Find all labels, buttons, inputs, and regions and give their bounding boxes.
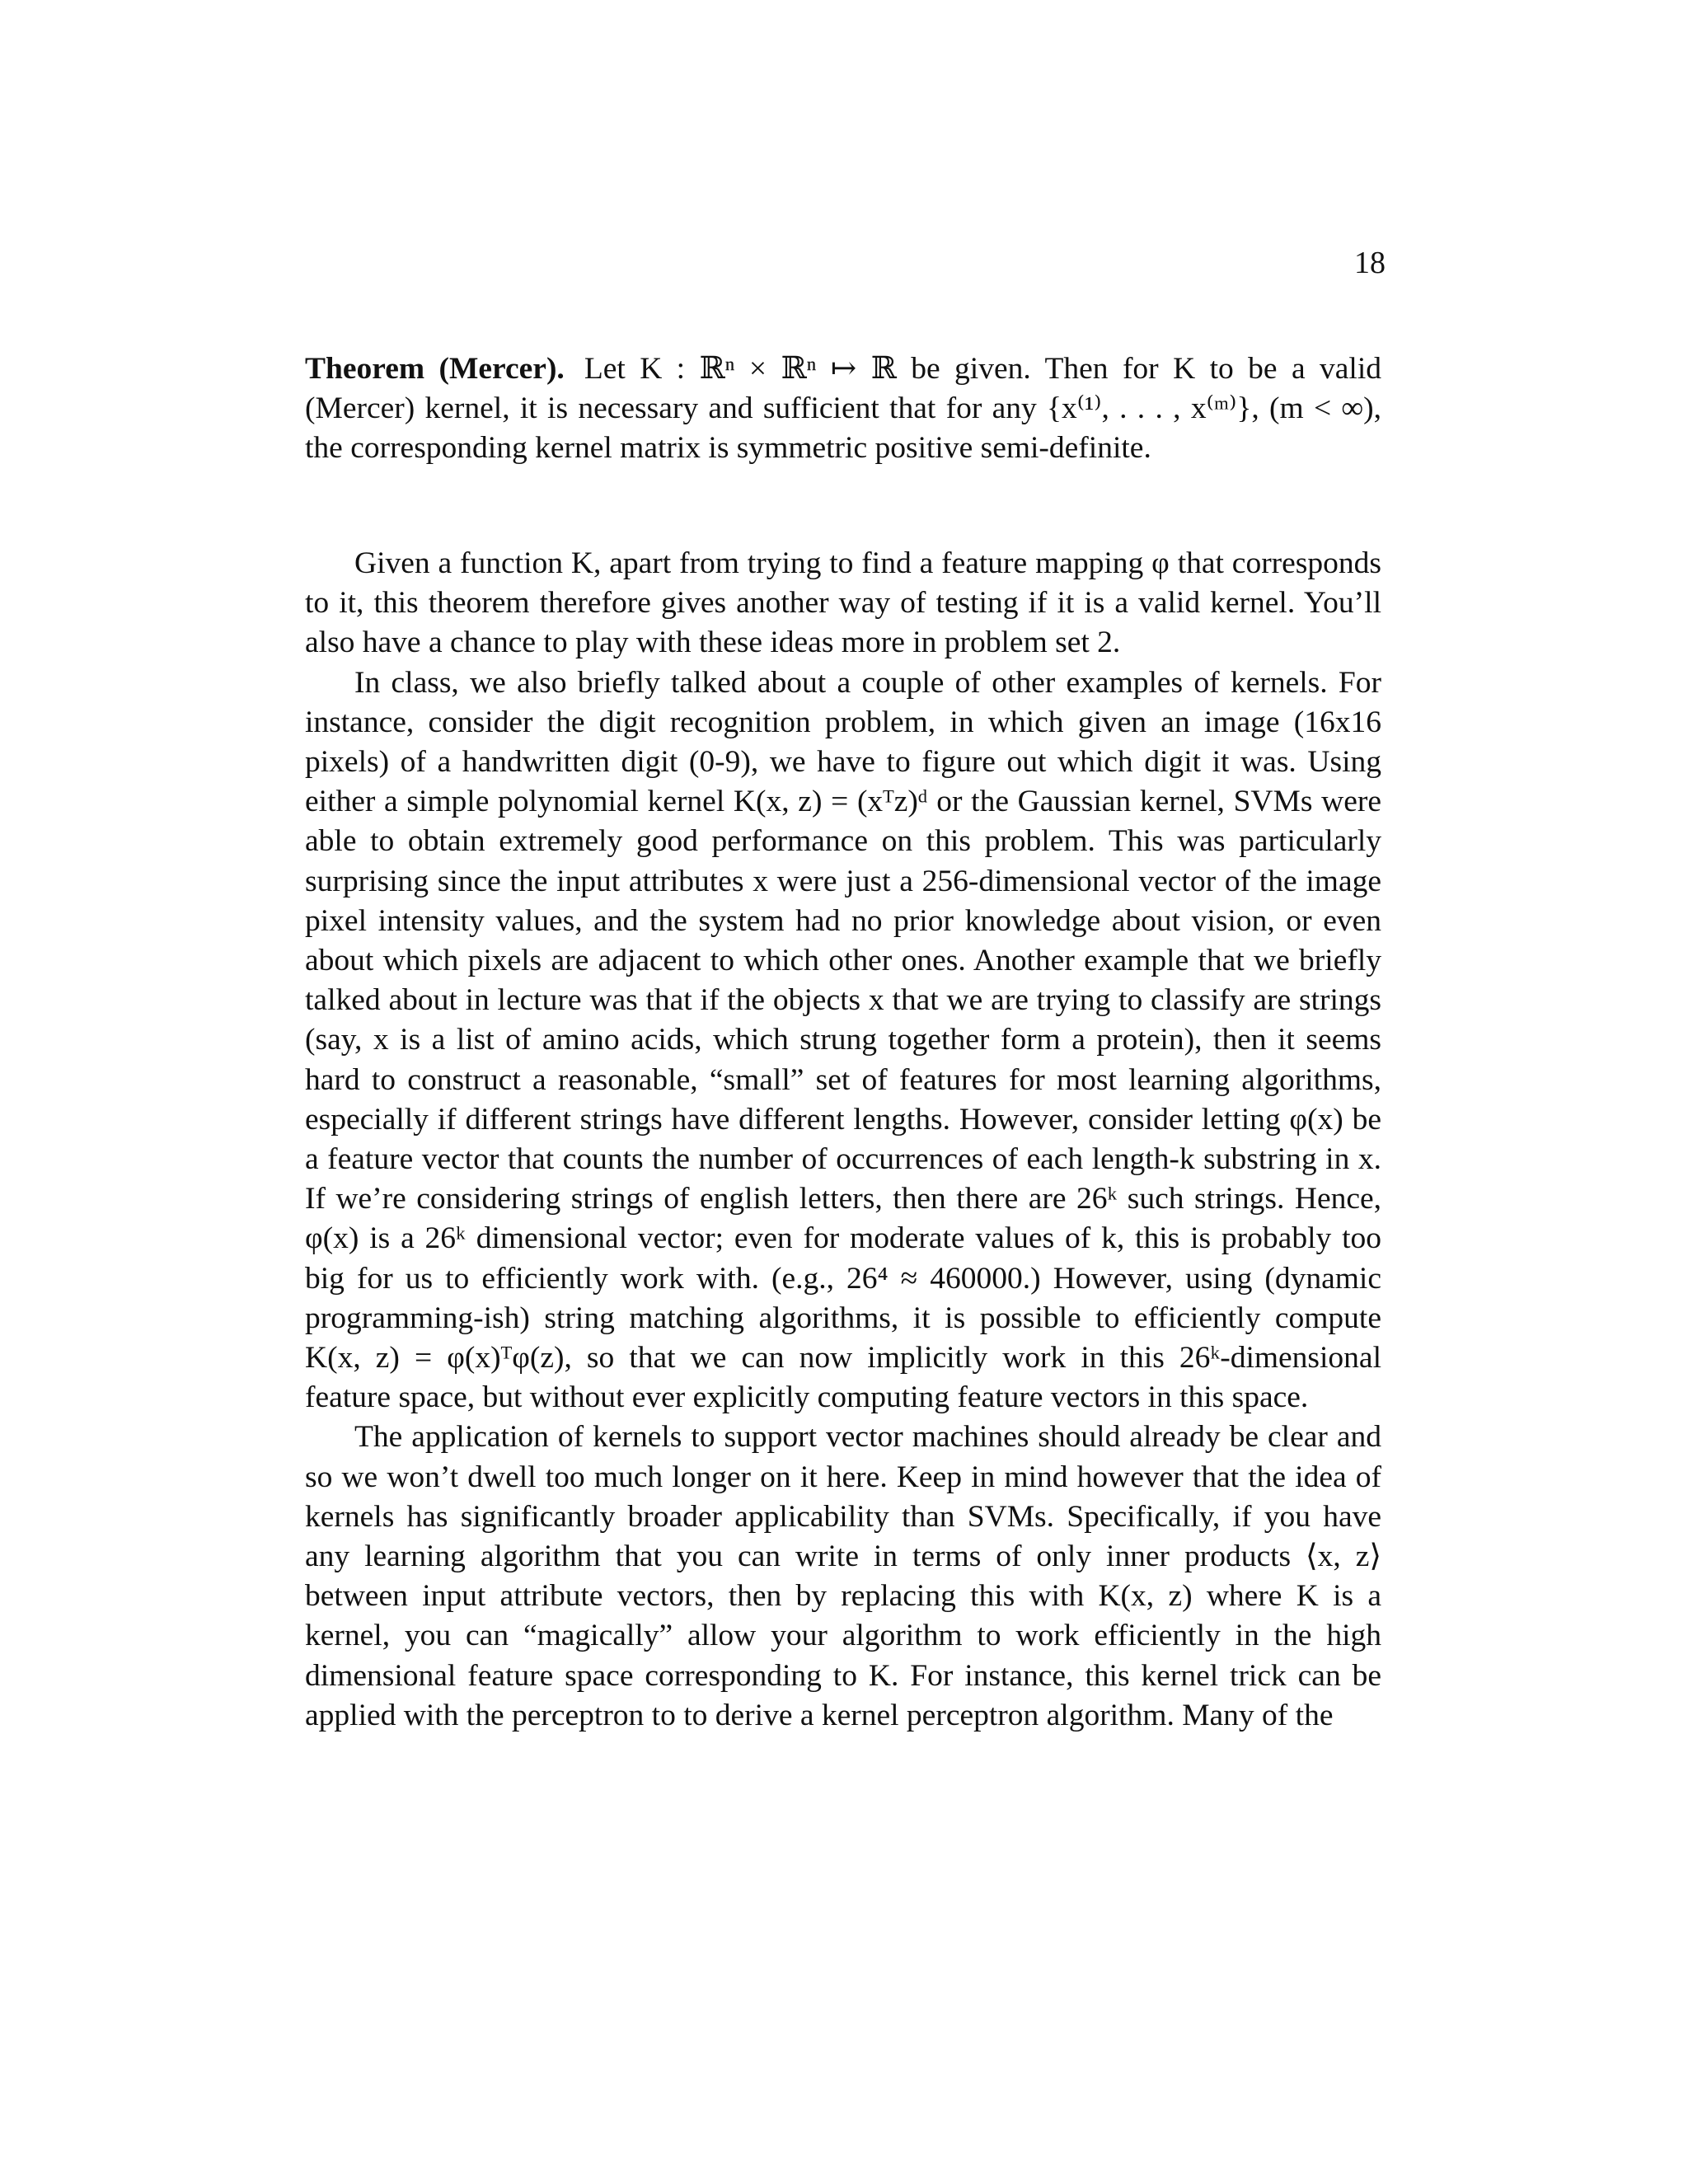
- theorem-statement: Let K : ℝⁿ × ℝⁿ ↦ ℝ be given. Then for K to be a valid (Mercer) kernel, it is necessary and sufficient that for any {x⁽¹⁾, . . . , x⁽ᵐ⁾}, (m < ∞), the corresponding kernel matrix is symmetric positive semi-definite.: [305, 352, 1381, 466]
- theorem-block: [305, 349, 1381, 469]
- theorem-paragraph: [305, 349, 1381, 469]
- theorem-heading: Theorem (Mercer).: [305, 352, 565, 386]
- paragraph-mercer-testing: Given a function K, apart from trying to find a feature mapping φ that corresponds to it, this theorem therefore gives another way of testing if it is a valid kernel. You’ll also have a chance to play with these ideas more in problem set 2.: [305, 546, 1381, 660]
- page-number: 18: [1354, 246, 1386, 280]
- paragraph-kernel-examples: In class, we also briefly talked about a couple of other examples of kernels. For instance, consider the digit recognition problem, in which given an image (16x16 pixels) of a handwritten digit (0-9), we have to figure out which digit it was. Using either a simple polynomial kernel K(x, z) = (xᵀz)ᵈ or the Gaussian kernel, SVMs were able to obtain extremely good performance on this problem. This was particularly surprising since the input attributes x were just a 256-dimensional vector of the image pixel intensity values, and the system had no prior knowledge about vision, or even about which pixels are adjacent to which other ones. Another example that we briefly talked about in lecture was that if the objects x that we are trying to classify are strings (say, x is a list of amino acids, which strung together form a protein), then it seems hard to construct a reasonable, “small” set of features for most learning algorithms, especially if different strings have different lengths. However, consider letting φ(x) be a feature vector that counts the number of occurrences of each length-k substring in x. If we’re considering strings of english letters, then there are 26ᵏ such strings. Hence, φ(x) is a 26ᵏ dimensional vector; even for moderate values of k, this is probably too big for us to efficiently work with. (e.g., 26⁴ ≈ 460000.) However, using (dynamic programming-ish) string matching algorithms, it is possible to efficiently compute K(x, z) = φ(x)ᵀφ(z), so that we can now implicitly work in this 26ᵏ-dimensional feature space, but without ever explicitly computing feature vectors in this space.: [305, 665, 1381, 1415]
- paragraph-kernel-applications: The application of kernels to support vector machines should already be clear and so we won’t dwell too much longer on it here. Keep in mind however that the idea of kernels has significantly broader applicability than SVMs. Specifically, if you have any learning algorithm that you can write in terms of only inner products ⟨x, z⟩ between input attribute vectors, then by replacing this with K(x, z) where K is a kernel, you can “magically” allow your algorithm to work efficiently in the high dimensional feature space corresponding to K. For instance, this kernel trick can be applied with the perceptron to to derive a kernel perceptron algorithm. Many of the: [305, 1420, 1381, 1732]
- body-text: [305, 544, 1381, 1736]
